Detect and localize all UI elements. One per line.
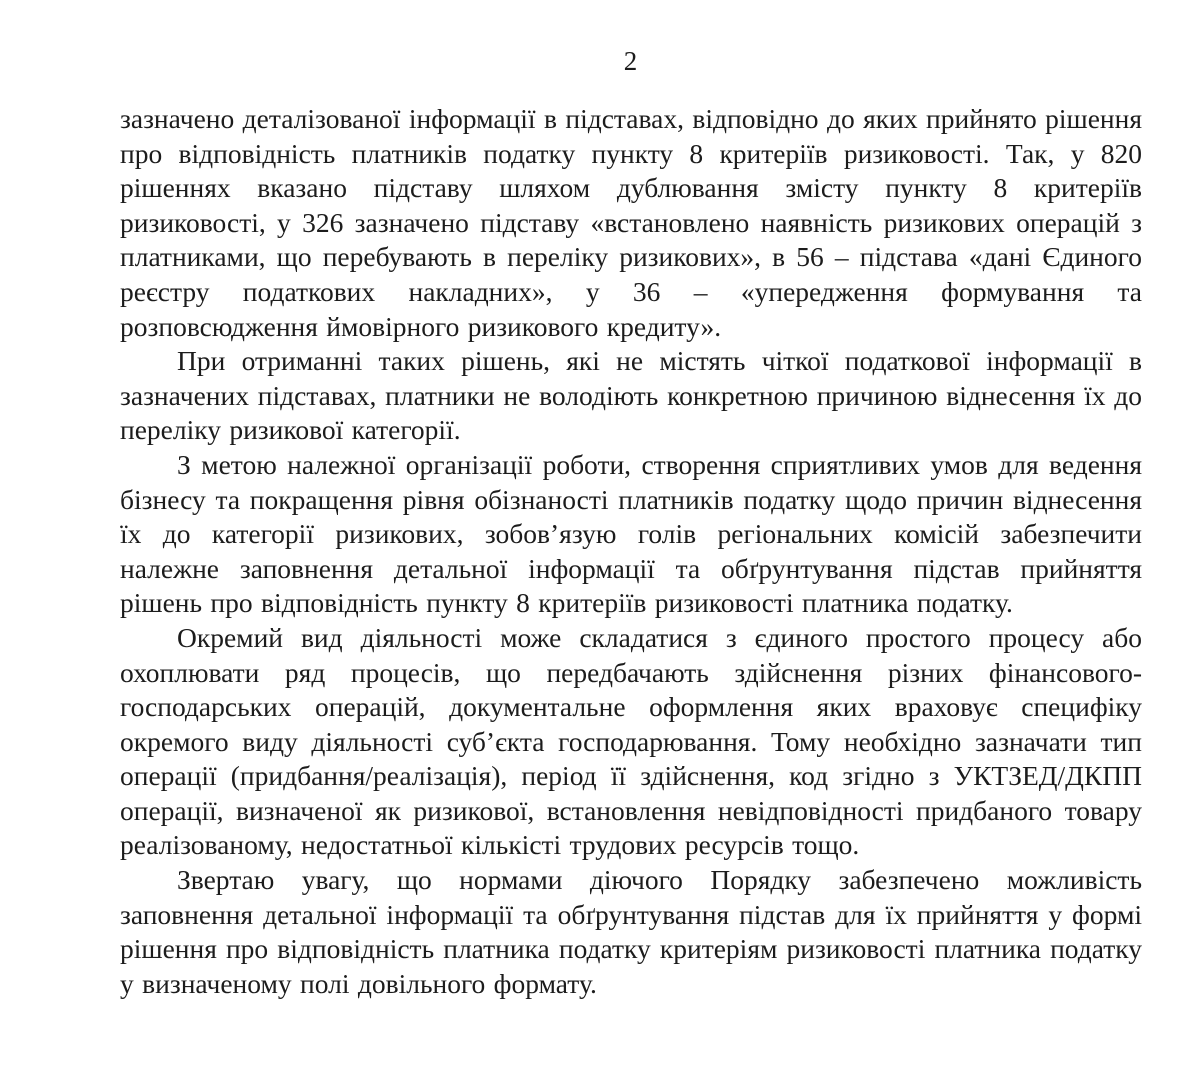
paragraph-3: З метою належної організації роботи, створення сприятливих умов для ведення бізнесу та покращення рівня обізнаності платників податку щодо причин віднесення їх до категорії ризикових, зобов’язую голів регіональних комісій забезпечити належне заповнення детальної інформації та обґрунтування підстав прийняття рішень про відповідність пункту 8 критеріїв ризиковості платника податку. <box>120 448 1142 619</box>
paragraph-2: При отриманні таких рішень, які не містять чіткої податкової інформації в зазначених підставах, платники не володіють конкретною причиною віднесення їх до переліку ризикової категорії. <box>120 345 1142 446</box>
paragraph-4: Окремий вид діяльності може складатися з єдиного простого процесу або охоплювати ряд процесів, що передбачають здійснення різних фінансового-господарських операцій, документальне оформлення яких враховує специфіку окремого виду діяльності суб’єкта господарювання. Тому необхідно зазначати тип операції (придбання/реалізація), період її здійснення, код згідно з УКТЗЕД/ДКПП операції, визначеної як ризикової, встановлення невідповідності придбаного товару реалізованому, недостатньої кількісті трудових ресурсів тощо. <box>120 621 1142 861</box>
paragraph-5: Звертаю увагу, що нормами діючого Порядку забезпечено можливість заповнення детальної інформації та обґрунтування підстав для їх прийняття у формі рішення про відповідність платника податку критеріям ризиковості платника податку у визначеному полі довільного формату. <box>120 864 1142 999</box>
page-number: 2 <box>623 46 639 76</box>
document-body <box>120 102 1142 1001</box>
paragraph-1: зазначено деталізованої інформації в підставах, відповідно до яких прийнято рішення про відповідність платників податку пункту 8 критеріїв ризиковості. Так, у 820 рішеннях вказано підставу шляхом дублювання змісту пункту 8 критеріїв ризиковості, у 326 зазначено підставу «встановлено наявність ризикових операцій з платниками, що перебувають в переліку ризикових», в 56 – підстава «дані Єдиного реєстру податкових накладних», у 36 – «упередження формування та розповсюдження ймовірного ризикового кредиту». <box>120 103 1142 342</box>
